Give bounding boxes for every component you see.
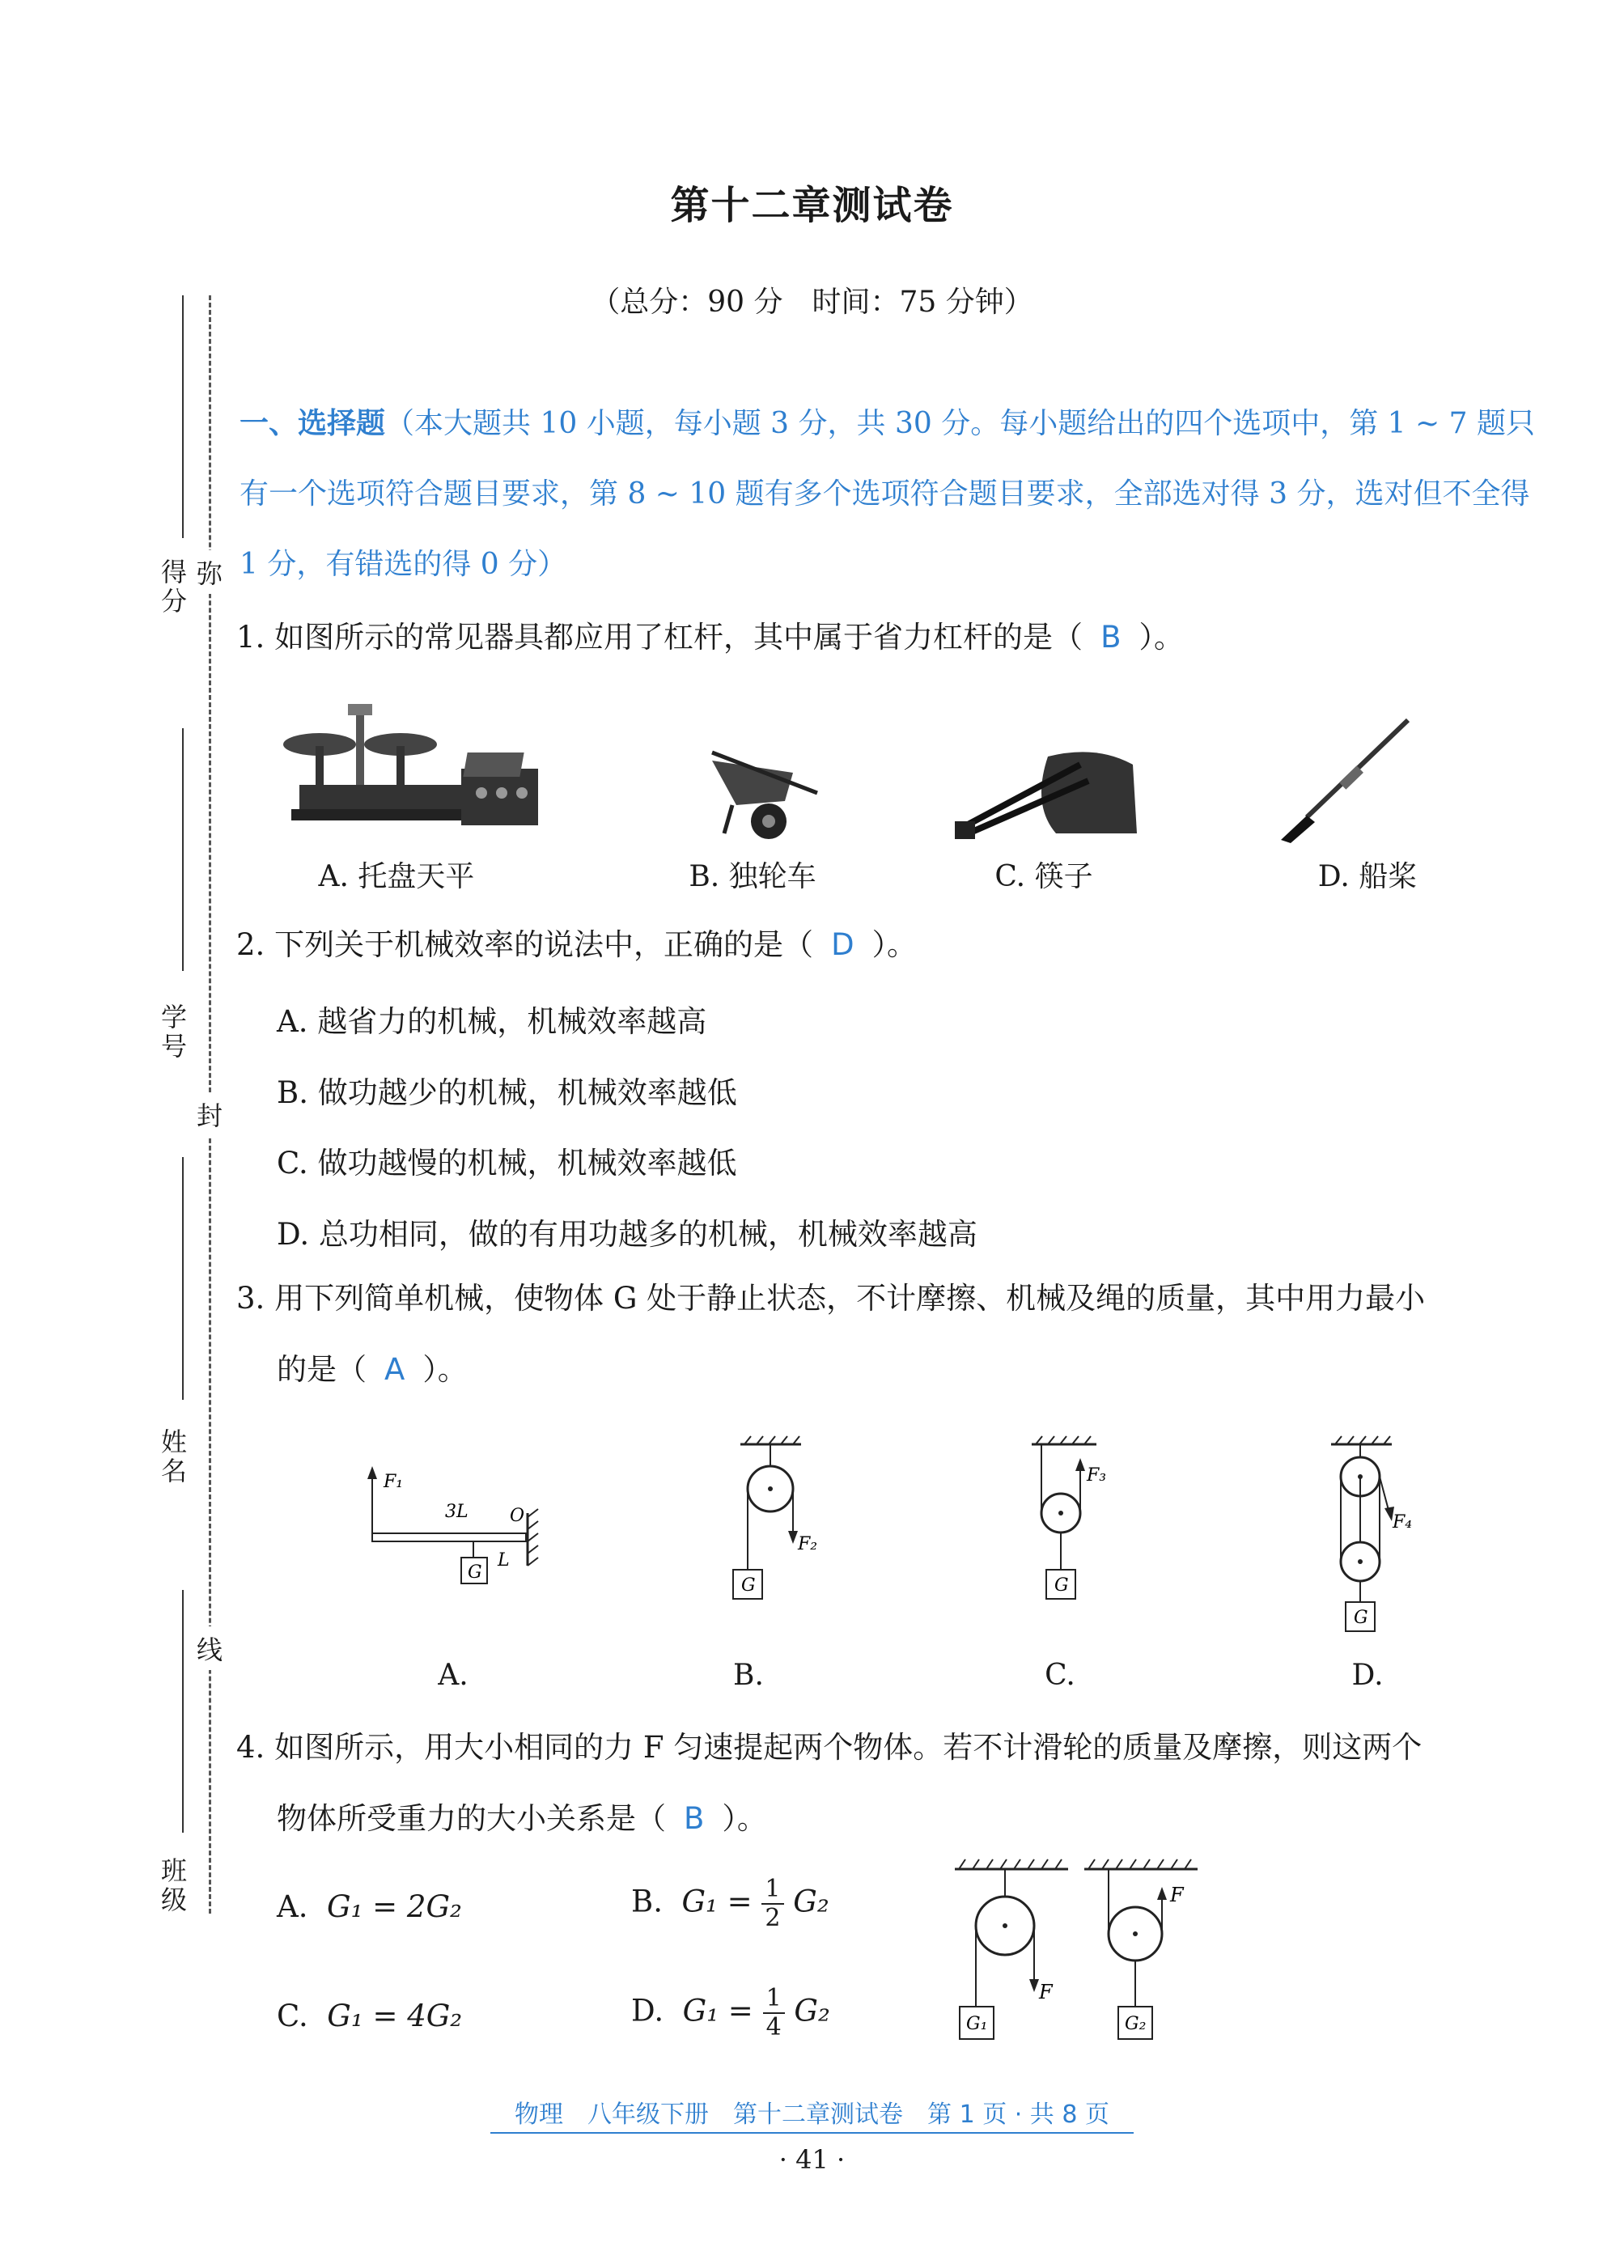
q2-option-b: B. 做功越少的机械，机械效率越低 bbox=[277, 1075, 737, 1110]
weight-label-g2: G₂ bbox=[1125, 2014, 1147, 2034]
student-id-label: 学号 bbox=[157, 1003, 188, 1062]
q4-option-c-expr: G₁ = 4G₂ bbox=[327, 1999, 463, 2033]
fraction-numerator: 1 bbox=[761, 1877, 783, 1905]
q4-option-a-prefix: A. bbox=[277, 1889, 308, 1924]
pivot-label-o: O bbox=[510, 1506, 525, 1526]
question-3-close: ）。 bbox=[422, 1352, 468, 1387]
q3-caption-b: B. bbox=[733, 1659, 764, 1692]
weight-label-g1: G₁ bbox=[966, 2014, 988, 2034]
q4-option-b-lhs: G₁ = bbox=[681, 1884, 753, 1919]
question-1-stem bbox=[236, 613, 1184, 662]
weight-label-g: G bbox=[468, 1562, 482, 1583]
force-label-f: F bbox=[1170, 1884, 1184, 1906]
force-label-f1: F₁ bbox=[384, 1472, 404, 1492]
seal-char: 线 bbox=[197, 1626, 223, 1670]
q4-option-d bbox=[631, 1986, 830, 2040]
q4-option-b-rhs: G₂ bbox=[793, 1884, 829, 1919]
wheelbarrow-image bbox=[704, 744, 825, 850]
force-label-f2: F₂ bbox=[798, 1534, 818, 1554]
q3-caption-a: A. bbox=[438, 1659, 469, 1692]
question-3-stem-line1: 3. 用下列简单机械，使物体 G 处于静止状态，不计摩擦、机械及绳的质量，其中用力最小 bbox=[236, 1281, 1426, 1316]
q3-pulley-block-diagram bbox=[1315, 1432, 1420, 1643]
q2-option-a: A. 越省力的机械，机械效率越高 bbox=[277, 1004, 707, 1039]
q2-option-c: C. 做功越慢的机械，机械效率越低 bbox=[277, 1146, 737, 1181]
q4-pulleys-diagram bbox=[947, 1853, 1214, 2047]
footer-text: 物理 八年级下册 第十二章测试卷 第 1 页 · 共 8 页 bbox=[490, 2101, 1134, 2134]
question-1-answer: B bbox=[1100, 620, 1122, 655]
question-3-text: 的是（ bbox=[277, 1352, 367, 1387]
q3-movable-pulley-diagram bbox=[1016, 1432, 1121, 1610]
binding-line bbox=[182, 295, 184, 538]
fraction-denominator: 2 bbox=[765, 1904, 781, 1932]
score-label: 得分 bbox=[157, 558, 188, 617]
length-label-3l: 3L bbox=[445, 1502, 469, 1522]
chopsticks-image bbox=[951, 740, 1145, 846]
question-2-text: 2. 下列关于机械效率的说法中，正确的是（ bbox=[236, 927, 814, 962]
q1-caption-b: B. 独轮车 bbox=[689, 860, 816, 893]
question-1-close: ）。 bbox=[1138, 620, 1184, 655]
q4-option-b bbox=[631, 1877, 829, 1931]
question-4-stem-line1: 4. 如图所示，用大小相同的力 F 匀速提起两个物体。若不计滑轮的质量及摩擦，则这两个 bbox=[236, 1730, 1423, 1765]
question-3-stem-line2 bbox=[277, 1346, 468, 1394]
q4-option-a bbox=[277, 1889, 462, 1924]
name-label: 姓名 bbox=[157, 1428, 188, 1486]
page-footer bbox=[0, 2094, 1624, 2130]
page-subtitle: （总分：90 分 时间：75 分钟） bbox=[591, 286, 1033, 319]
force-label-f4: F₄ bbox=[1393, 1512, 1413, 1532]
q3-caption-d: D. bbox=[1351, 1659, 1384, 1692]
binding-line bbox=[182, 1590, 184, 1833]
binding-line bbox=[182, 728, 184, 971]
oar-image bbox=[1274, 712, 1420, 850]
page-title: 第十二章测试卷 bbox=[670, 183, 954, 228]
question-1-text: 1. 如图所示的常见器具都应用了杠杆，其中属于省力杠杆的是（ bbox=[236, 620, 1083, 655]
q4-option-d-fraction bbox=[763, 1986, 785, 2040]
length-label-l: L bbox=[498, 1550, 510, 1571]
class-label: 班级 bbox=[157, 1857, 188, 1915]
q4-option-a-expr: G₁ = 2G₂ bbox=[327, 1889, 462, 1924]
question-4-text: 物体所受重力的大小关系是（ bbox=[277, 1801, 666, 1836]
q4-option-d-lhs: G₁ = bbox=[682, 1993, 753, 2028]
section-instructions bbox=[240, 388, 1550, 600]
q1-caption-a: A. 托盘天平 bbox=[318, 860, 475, 893]
q4-option-d-rhs: G₂ bbox=[794, 1993, 830, 2028]
fraction-numerator: 1 bbox=[763, 1986, 785, 2014]
q4-option-d-prefix: D. bbox=[631, 1993, 664, 2028]
weight-label-g: G bbox=[741, 1575, 756, 1596]
question-2-close: ）。 bbox=[871, 927, 918, 962]
balance-scale-image bbox=[283, 696, 550, 841]
q4-option-c bbox=[277, 1999, 462, 2033]
q3-lever-diagram bbox=[356, 1456, 558, 1602]
weight-label-g: G bbox=[1054, 1575, 1069, 1596]
q2-option-d: D. 总功相同，做的有用功越多的机械，机械效率越高 bbox=[277, 1217, 977, 1252]
weight-label-g: G bbox=[1354, 1608, 1368, 1628]
question-4-close: ）。 bbox=[722, 1801, 767, 1836]
q4-option-b-fraction bbox=[761, 1877, 783, 1931]
binding-line bbox=[182, 1157, 184, 1400]
question-4-answer: B bbox=[684, 1801, 705, 1836]
question-2-answer: D bbox=[831, 927, 854, 962]
force-label-f3: F₃ bbox=[1087, 1465, 1107, 1486]
page-number: · 41 · bbox=[778, 2144, 846, 2175]
force-label-f: F bbox=[1039, 1981, 1053, 2003]
section-rules: （本大题共 10 小题，每小题 3 分，共 30 分。每小题给出的四个选项中，第 1 ~ 7 题只有一个选项符合题目要求，第 8 ~ 10 题有多个选项符合题目要求，全部选对得 3 分，选对但不全得 1 分，有错选的得 0 分） bbox=[240, 407, 1535, 581]
seal-char: 弥 bbox=[197, 550, 223, 594]
fraction-denominator: 4 bbox=[765, 2013, 782, 2041]
section-heading: 一、选择题 bbox=[240, 407, 386, 440]
q4-option-b-prefix: B. bbox=[631, 1884, 663, 1919]
q4-option-c-prefix: C. bbox=[277, 1999, 308, 2033]
question-3-answer: A bbox=[384, 1352, 405, 1387]
q3-fixed-pulley-diagram bbox=[712, 1432, 825, 1610]
question-2-stem bbox=[236, 921, 917, 969]
seal-char: 封 bbox=[197, 1092, 223, 1136]
q1-caption-c: C. 筷子 bbox=[994, 860, 1093, 893]
q3-caption-c: C. bbox=[1045, 1659, 1075, 1692]
question-4-stem-line2 bbox=[277, 1795, 767, 1843]
q1-caption-d: D. 船桨 bbox=[1317, 860, 1418, 893]
